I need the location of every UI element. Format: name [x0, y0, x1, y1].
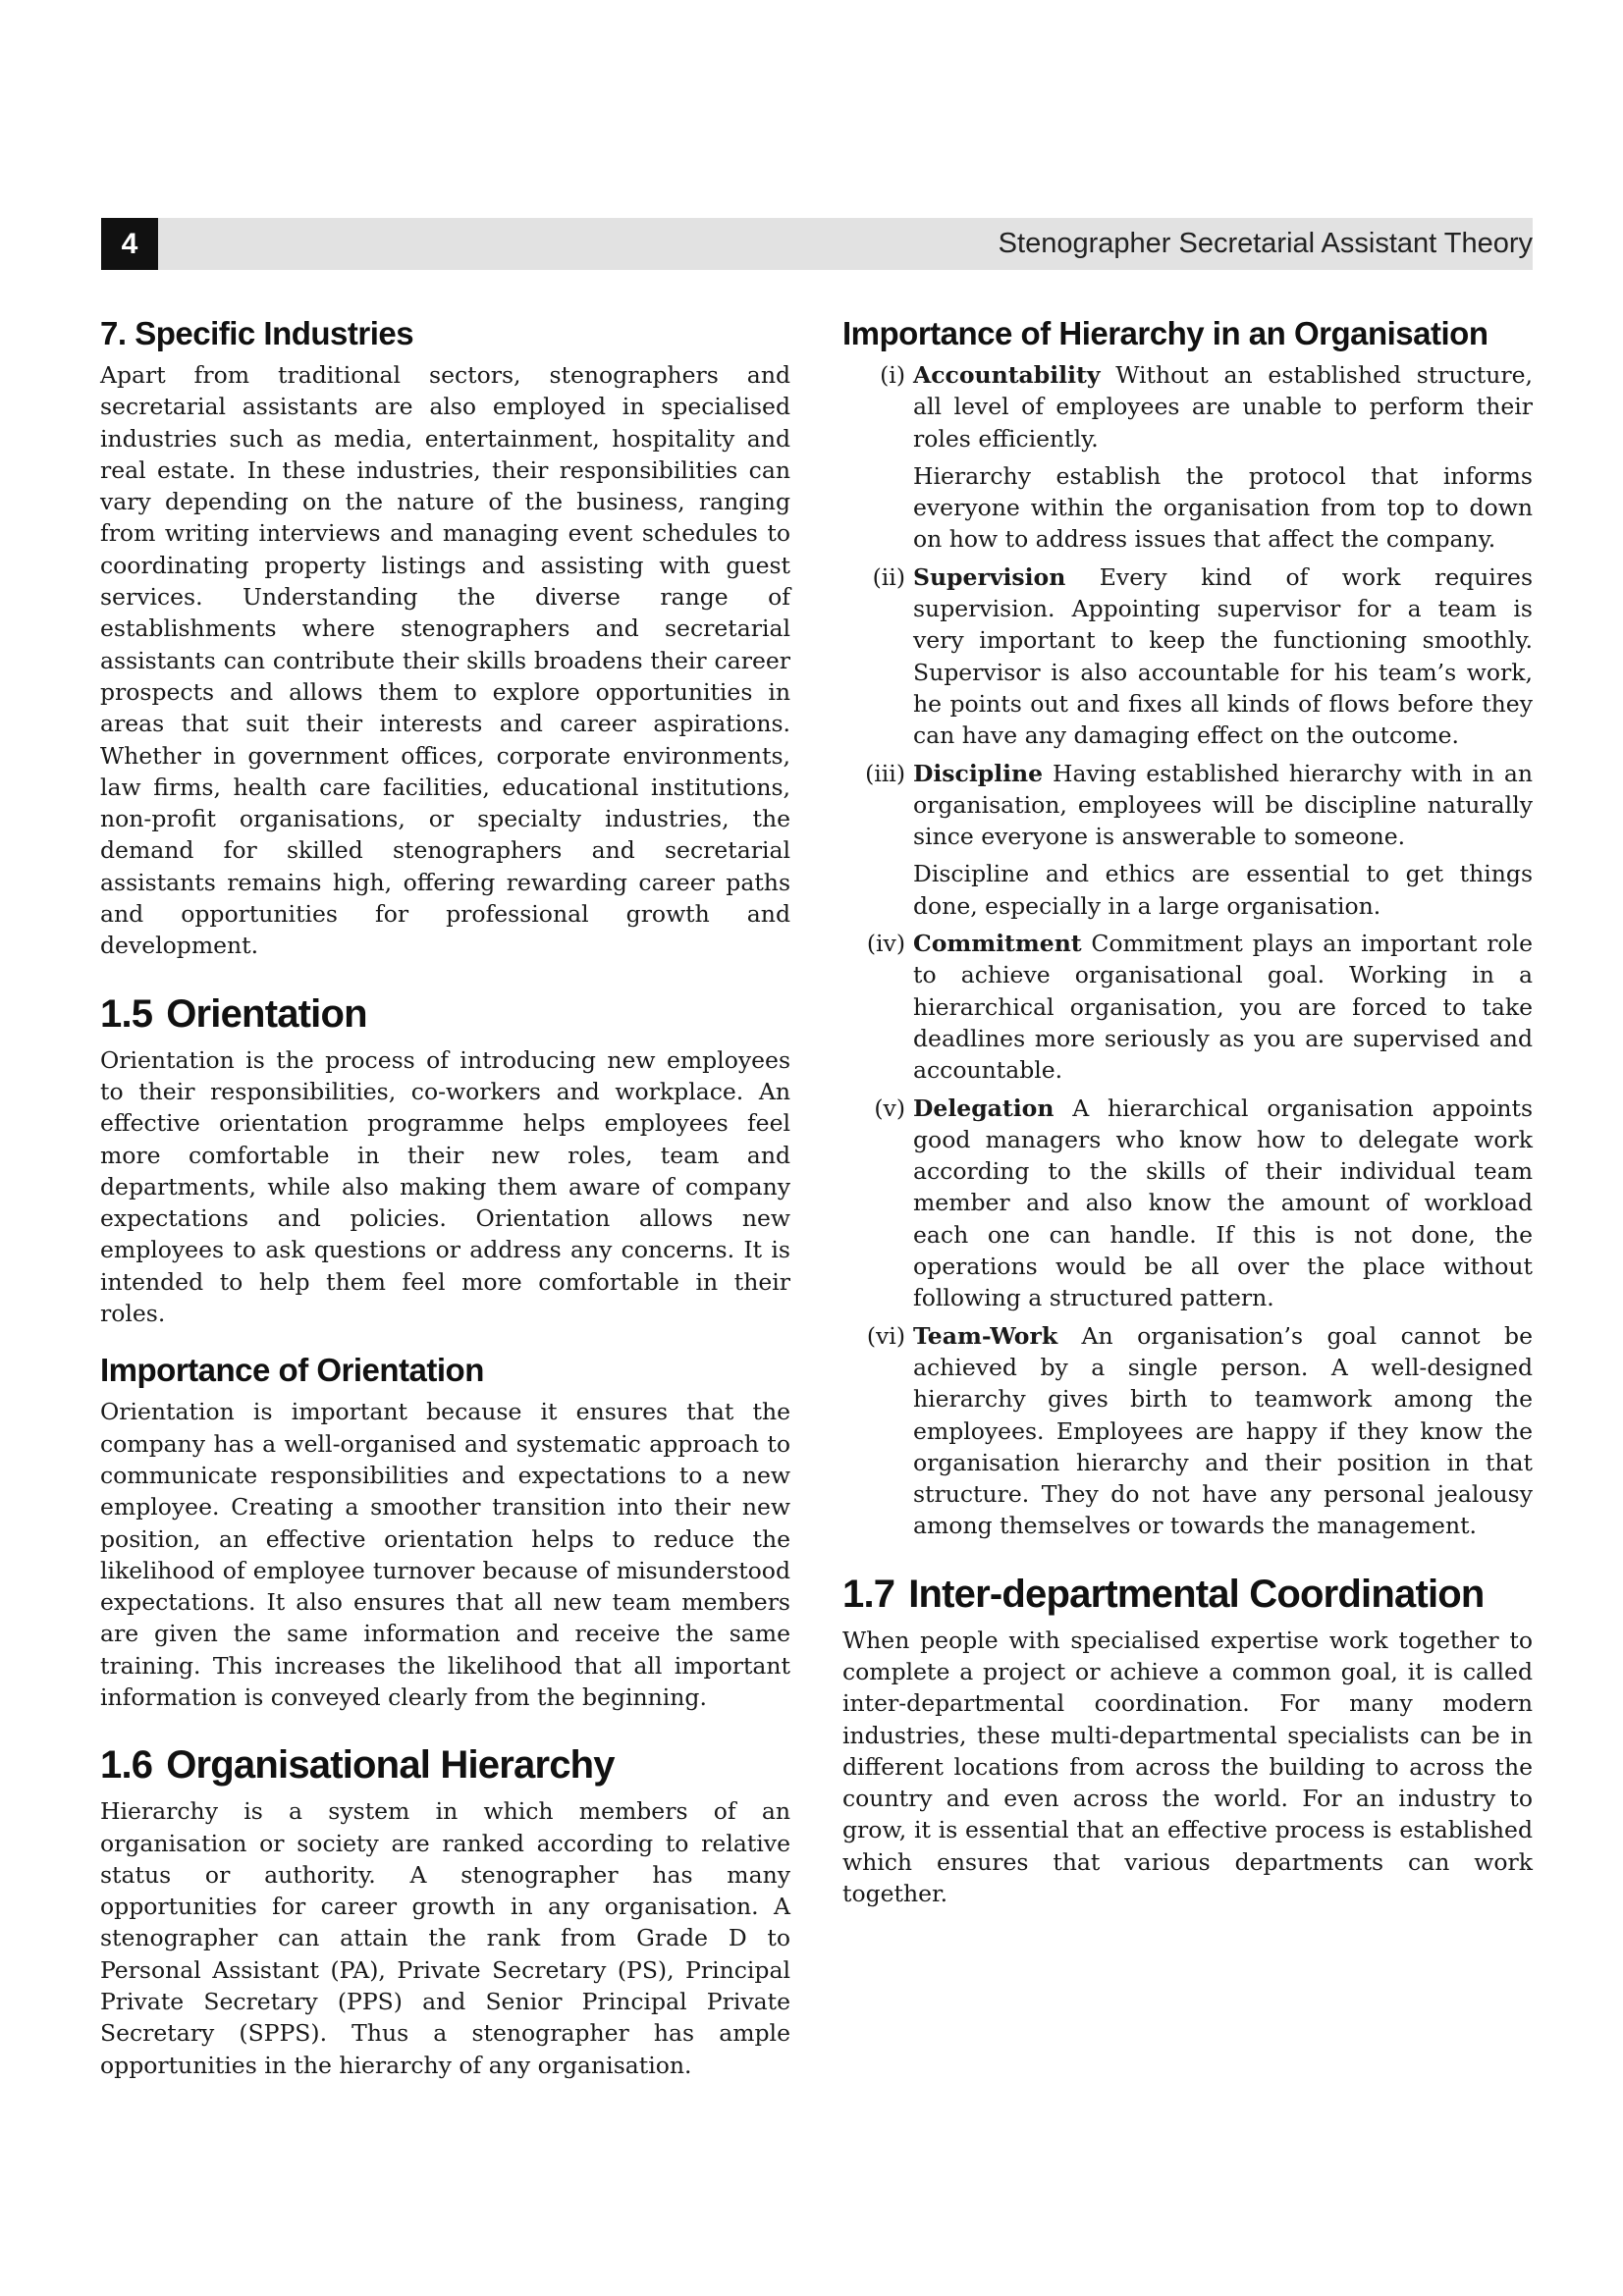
- list-text: An organisation’s goal cannot be achieved by a single person. A well-designed hierarchy gives birth to teamwork among the employees. Employees are happy if they know the organisation hierarchy and their position in that structure. They do not have any personal jealousy among themselves or towards the management.: [913, 1321, 1533, 1540]
- list-marker: (ii): [872, 562, 905, 591]
- list-text: A hierarchical organisation appoints good managers who know how to delegate work according to the skills of their individual team member and also know the amount of workload each one can handle. If this is not done, the operations would be all over the place without following a structured pattern.: [913, 1094, 1533, 1312]
- list-term: Accountability: [913, 361, 1101, 389]
- list-term: Commitment: [913, 930, 1082, 958]
- list-marker: (iii): [865, 759, 905, 787]
- paragraph-organisational-hierarchy: Hierarchy is a system in which members of an organisation or society are ranked according to relative status or authority. A stenographer has many opportunities for career growth in any organisation. A stenographer can attain the rank from Grade D to Personal Assistant (PA), Private Secretary (PS), Principal Private Secretary (PPS) and Senior Principal Private Secretary (SPPS). Thus a stenographer has ample opportunities in the hierarchy of any organisation.: [100, 1797, 790, 2079]
- list-item: [842, 561, 1533, 752]
- section-heading-inter-departmental-coordination: [842, 1572, 1533, 1617]
- paragraph-importance-of-orientation: Orientation is important because it ensures that the company has a well-organised and systematic approach to communicate responsibilities and expectations to a new employee. Creating a smoother transition into their new position, an effective orientation helps to reduce the likelihood of employee turnover because of misunderstood expectations. It also ensures that all new team members are given the same information and receive the same training. This increases the likelihood that all important information is conveyed clearly from the beginning.: [100, 1398, 790, 1711]
- section-number: 1.6: [100, 1743, 153, 1788]
- section-title: Organisational Hierarchy: [166, 1743, 615, 1788]
- list-marker: (vi): [866, 1321, 905, 1350]
- list-item-continuation: Hierarchy establish the protocol that informs everyone within the organisation from top to down on how to address issues that affect the company.: [913, 461, 1533, 554]
- list-item: [842, 1320, 1533, 1542]
- list-text: Without an established structure, all level of employees are unable to perform their roles efficiently.: [913, 361, 1533, 453]
- list-term: Supervision: [913, 562, 1066, 591]
- list-text: Commitment plays an important role to achieve organisational goal. Working in a hierarchical organisation, you are forced to take deadlines more seriously as you are supervised and accountable.: [913, 930, 1533, 1085]
- list-item-continuation: Discipline and ethics are essential to get things done, especially in a large organisation.: [913, 860, 1533, 920]
- list-term: Team-Work: [913, 1321, 1058, 1350]
- section-title: Orientation: [166, 991, 367, 1036]
- section-number: 1.5: [100, 991, 153, 1036]
- section-number: 1.7: [842, 1572, 895, 1616]
- page-number: 4: [101, 218, 158, 270]
- paragraph-specific-industries: Apart from traditional sectors, stenographers and secretarial assistants are also employed in specialised industries such as media, entertainment, hospitality and real estate. In these industries, their responsibilities can vary depending on the nature of the business, ranging from writing interviews and managing event schedules to coordinating property listings and assisting with guest services. Understanding the diverse range of establishments where stenographers and secretarial assistants can contribute their skills broadens their career prospects and allows them to explore opportunities in areas that suit their interests and career aspirations. Whether in government offices, corporate environments, law firms, health care facilities, educational institutions, non-profit organisations, or specialty industries, the demand for skilled stenographers and secretarial assistants remains high, offering rewarding career paths and opportunities for professional growth and development.: [100, 361, 790, 960]
- list-marker: (v): [874, 1094, 905, 1122]
- list-item: [842, 359, 1533, 454]
- list-item: [842, 1093, 1533, 1314]
- paragraph-inter-departmental-coordination: When people with specialised expertise work together to complete a project or achieve a common goal, it is called inter-departmental coordination. For many modern industries, these multi-departmental specialists can be in different locations from across the building to across the country and even across the world. For an industry to grow, it is essential that an effective process is established which ensures that various departments can work together.: [842, 1626, 1533, 1908]
- list-term: Delegation: [913, 1094, 1055, 1122]
- left-column: [100, 314, 790, 2087]
- paragraph-orientation: Orientation is the process of introducing new employees to their responsibilities, co-workers and workplace. An effective orientation programme helps employees feel more comfortable in their new roles, team and departments, while also making them aware of company expectations and policies. Orientation allows new employees to ask questions or address any concerns. It is intended to help them feel more comfortable in their roles.: [100, 1045, 790, 1328]
- section-heading-organisational-hierarchy: [100, 1742, 790, 1788]
- running-title: Stenographer Secretarial Assistant Theory: [998, 228, 1533, 259]
- hierarchy-importance-list: [842, 359, 1533, 1542]
- subheading-importance-of-hierarchy: Importance of Hierarchy in an Organisation: [842, 315, 1488, 351]
- list-text: Every kind of work requires supervision. Appointing supervisor for a team is very important to keep the functioning smoothly. Supervisor is also accountable for his team’s work, he points out and fixes all kinds of flows before they can have any damaging effect on the outcome.: [913, 562, 1533, 750]
- right-column: [842, 314, 1533, 1915]
- list-marker: (i): [880, 361, 905, 389]
- list-item: [842, 928, 1533, 1086]
- section-heading-orientation: [100, 991, 790, 1037]
- list-item: [842, 758, 1533, 853]
- list-text: Having established hierarchy with in an organisation, employees will be discipline naturally since everyone is answerable to someone.: [913, 759, 1533, 851]
- list-term: Discipline: [913, 759, 1044, 787]
- subheading-importance-of-orientation: Importance of Orientation: [100, 1352, 484, 1389]
- list-marker: (iv): [866, 930, 905, 958]
- section-title: Inter-departmental Coordination: [908, 1572, 1485, 1616]
- section-heading-specific-industries: 7. Specific Industries: [100, 315, 414, 351]
